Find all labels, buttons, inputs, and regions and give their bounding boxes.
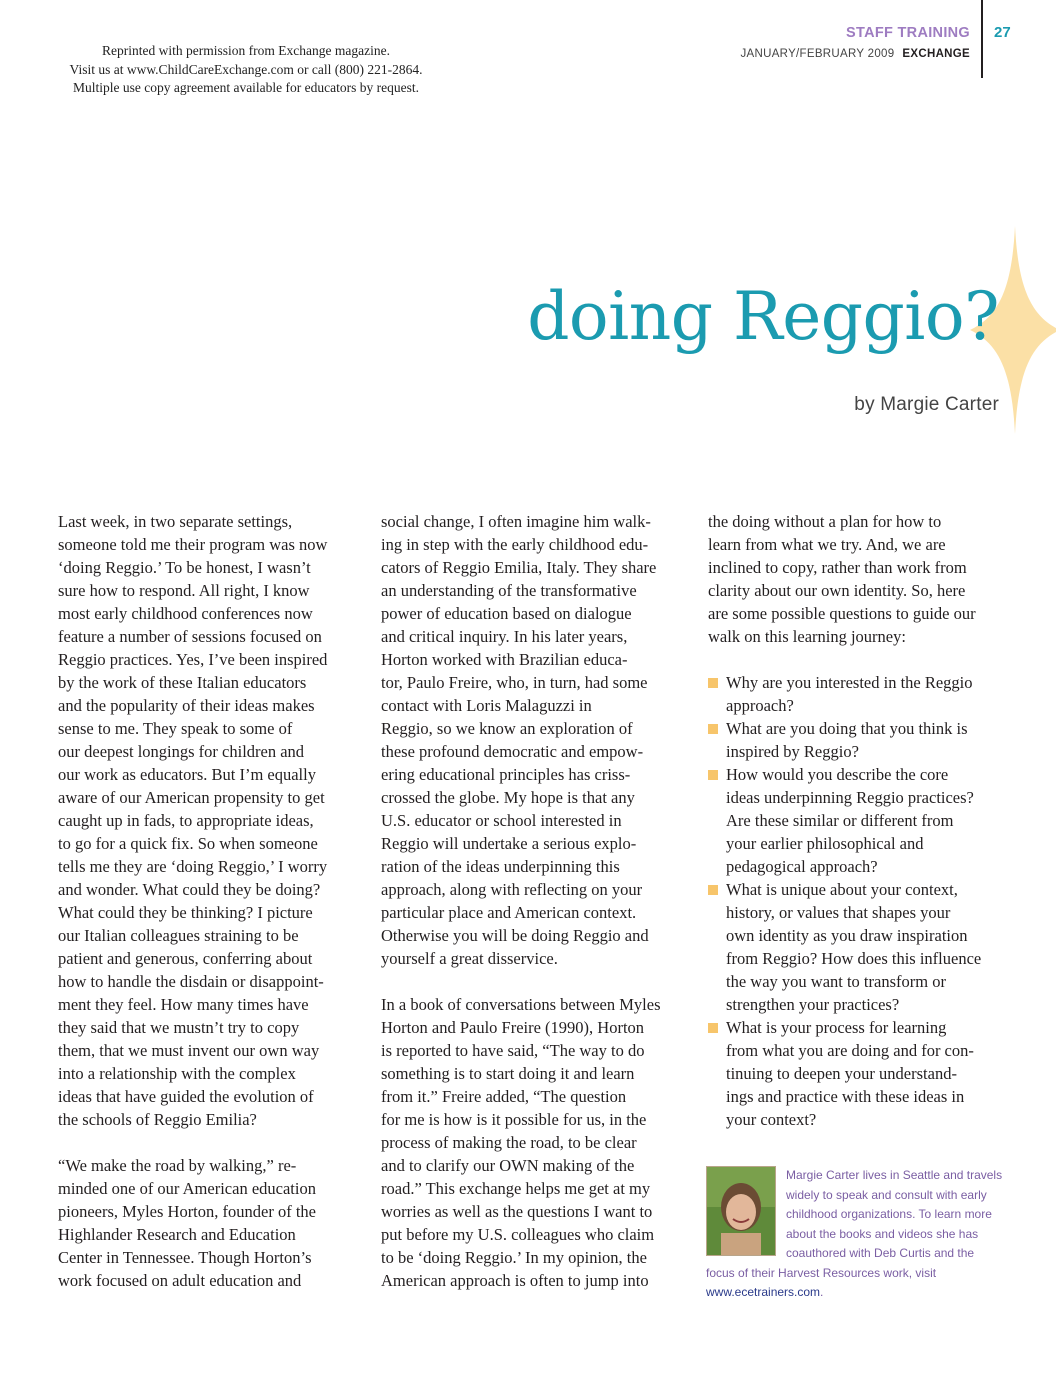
text-line: childhood organizations. To learn more bbox=[786, 1207, 992, 1221]
page-number: 27 bbox=[994, 24, 1011, 41]
text-line: cators of Reggio Emilia, Italy. They share bbox=[381, 558, 657, 577]
text-line: the way you want to transform or bbox=[726, 972, 946, 991]
magazine-name: EXCHANGE bbox=[902, 48, 970, 60]
text-line: U.S. educator or school interested in bbox=[381, 811, 622, 830]
text-line: yourself a great disservice. bbox=[381, 949, 558, 968]
text-line: tells me they are ‘doing Reggio,’ I worry bbox=[58, 857, 328, 876]
question-item bbox=[708, 671, 1008, 717]
bio-link-suffix: . bbox=[820, 1285, 824, 1299]
text-line: Horton worked with Brazilian educa- bbox=[381, 650, 628, 669]
text-line: to go for a quick fix. So when someone bbox=[58, 834, 318, 853]
paragraph bbox=[58, 1154, 358, 1292]
text-line: Otherwise you will be doing Reggio and bbox=[381, 926, 649, 945]
text-line: coauthored with Deb Curtis and the bbox=[786, 1246, 975, 1260]
issue-line bbox=[740, 48, 970, 60]
square-bullet-icon bbox=[708, 1023, 718, 1033]
bio-link[interactable]: www.ecetrainers.com bbox=[706, 1285, 821, 1299]
question-item bbox=[708, 763, 1008, 878]
text-line: aware of our American propensity to get bbox=[58, 788, 325, 807]
running-header bbox=[740, 24, 970, 60]
text-line: they said that we mustn’t try to copy bbox=[58, 1018, 300, 1037]
text-line: feature a number of sessions focused on bbox=[58, 627, 322, 646]
text-line: tor, Paulo Freire, who, in turn, had some bbox=[381, 673, 648, 692]
text-line: walk on this learning journey: bbox=[708, 627, 906, 646]
text-line: “We make the road by walking,” re- bbox=[58, 1156, 297, 1175]
text-line: caught up in fads, to appropriate ideas, bbox=[58, 811, 314, 830]
text-line: What is your process for learning bbox=[726, 1018, 947, 1037]
text-line: Highlander Research and Education bbox=[58, 1225, 296, 1244]
text-line: an understanding of the transformative bbox=[381, 581, 637, 600]
text-line: something is to start doing it and learn bbox=[381, 1064, 635, 1083]
section-label: STAFF TRAINING bbox=[846, 25, 970, 41]
text-line: Reggio will undertake a serious explo- bbox=[381, 834, 637, 853]
text-line: ment they feel. How many times have bbox=[58, 995, 309, 1014]
article-title: doing Reggio? bbox=[527, 278, 999, 355]
text-line: particular place and American context. bbox=[381, 903, 637, 922]
column-3 bbox=[708, 510, 1008, 1131]
text-line: strengthen your practices? bbox=[726, 995, 900, 1014]
text-line: worries as well as the questions I want to bbox=[381, 1202, 653, 1221]
text-line: pioneers, Myles Horton, founder of the bbox=[58, 1202, 316, 1221]
paragraph bbox=[381, 993, 681, 1292]
author-bio bbox=[706, 1166, 1006, 1303]
text-line: to be ‘doing Reggio.’ In my opinion, the bbox=[381, 1248, 647, 1267]
reprint-notice bbox=[40, 42, 452, 98]
text-line: Horton and Paulo Freire (1990), Horton bbox=[381, 1018, 645, 1037]
text-line: put before my U.S. colleagues who claim bbox=[381, 1225, 655, 1244]
text-line: In a book of conversations between Myles bbox=[381, 995, 661, 1014]
square-bullet-icon bbox=[708, 885, 718, 895]
text-line: crossed the globe. My hope is that any bbox=[381, 788, 635, 807]
text-line: our work as educators. But I’m equally bbox=[58, 765, 316, 784]
text-line: from Reggio? How does this influence bbox=[726, 949, 982, 968]
text-line: ideas underpinning Reggio practices? bbox=[726, 788, 974, 807]
text-line: approach? bbox=[726, 696, 794, 715]
square-bullet-icon bbox=[708, 770, 718, 780]
text-line: tinuing to deepen your understand- bbox=[726, 1064, 957, 1083]
text-line: Why are you interested in the Reggio bbox=[726, 673, 973, 692]
text-line: How would you describe the core bbox=[726, 765, 949, 784]
square-bullet-icon bbox=[708, 724, 718, 734]
text-line: ering educational principles has criss- bbox=[381, 765, 631, 784]
text-line: by the work of these Italian educators bbox=[58, 673, 307, 692]
text-line: your context? bbox=[726, 1110, 817, 1129]
author-photo bbox=[706, 1166, 776, 1256]
paragraph bbox=[381, 510, 681, 970]
text-line: minded one of our American education bbox=[58, 1179, 316, 1198]
text-line: approach, along with reflecting on your bbox=[381, 880, 643, 899]
text-line: patient and generous, conferring about bbox=[58, 949, 313, 968]
text-line: ration of the ideas underpinning this bbox=[381, 857, 620, 876]
paragraph bbox=[58, 510, 358, 1131]
reprint-line: Multiple use copy agreement available for educators by request. bbox=[73, 80, 419, 95]
text-line: What could they be thinking? I picture bbox=[58, 903, 313, 922]
text-line: most early childhood conferences now bbox=[58, 604, 313, 623]
text-line: into a relationship with the complex bbox=[58, 1064, 296, 1083]
text-line: work focused on adult education and bbox=[58, 1271, 302, 1290]
question-item bbox=[708, 717, 1008, 763]
text-line: clarity about our own identity. So, here bbox=[708, 581, 966, 600]
text-line: for me is how is it possible for us, in the bbox=[381, 1110, 647, 1129]
square-bullet-icon bbox=[708, 678, 718, 688]
text-line: inclined to copy, rather than work from bbox=[708, 558, 967, 577]
text-line: sure how to respond. All right, I know bbox=[58, 581, 310, 600]
text-line: widely to speak and consult with early bbox=[786, 1187, 987, 1202]
text-line: the doing without a plan for how to bbox=[708, 512, 942, 531]
text-line: contact with Loris Malaguzzi in bbox=[381, 696, 592, 715]
header-divider bbox=[981, 0, 983, 78]
text-line: history, or values that shapes your bbox=[726, 903, 951, 922]
text-line: road.” This exchange helps me get at my bbox=[381, 1179, 651, 1198]
text-line: Reggio, so we know an exploration of bbox=[381, 719, 633, 738]
question-list bbox=[708, 671, 1008, 1131]
text-line: and the popularity of their ideas makes bbox=[58, 696, 315, 715]
text-line: and critical inquiry. In his later years, bbox=[381, 627, 628, 646]
text-line: Center in Tennessee. Though Horton’s bbox=[58, 1248, 312, 1267]
text-line: ‘doing Reggio.’ To be honest, I wasn’t bbox=[58, 558, 311, 577]
text-line: our Italian colleagues straining to be bbox=[58, 926, 299, 945]
text-line: from what you are doing and for con- bbox=[726, 1041, 974, 1060]
text-line: inspired by Reggio? bbox=[726, 742, 859, 761]
text-line: process of making the road, to be clear bbox=[381, 1133, 637, 1152]
text-line: ing in step with the early childhood edu- bbox=[381, 535, 649, 554]
text-line: What are you doing that you think is bbox=[726, 719, 968, 738]
text-line: your earlier philosophical and bbox=[726, 834, 924, 853]
text-line: and to clarify our OWN making of the bbox=[381, 1156, 635, 1175]
text-line: ings and practice with these ideas in bbox=[726, 1087, 965, 1106]
paragraph bbox=[708, 510, 1008, 648]
byline: by Margie Carter bbox=[854, 394, 999, 415]
text-line: about the books and videos she has bbox=[786, 1226, 979, 1241]
reprint-line: Visit us at www.ChildCareExchange.com or call (800) 221-2864. bbox=[69, 61, 423, 77]
text-line: from it.” Freire added, “The question bbox=[381, 1087, 627, 1106]
text-line: Last week, in two separate settings, bbox=[58, 512, 293, 531]
text-line: the schools of Reggio Emilia? bbox=[58, 1110, 257, 1129]
text-line: power of education based on dialogue bbox=[381, 604, 632, 623]
text-line: focus of their Harvest Resources work, visit bbox=[706, 1265, 937, 1280]
text-line: Margie Carter lives in Seattle and travels bbox=[786, 1168, 1003, 1182]
text-line: sense to me. They speak to some of bbox=[58, 719, 293, 738]
text-line: ideas that have guided the evolution of bbox=[58, 1087, 314, 1106]
question-item bbox=[708, 878, 1008, 1016]
column-1 bbox=[58, 510, 358, 1292]
text-line: how to handle the disdain or disappoint- bbox=[58, 972, 324, 991]
text-line: pedagogical approach? bbox=[726, 857, 878, 876]
text-line: someone told me their program was now bbox=[58, 535, 328, 554]
text-line: social change, I often imagine him walk- bbox=[381, 512, 651, 531]
text-line: these profound democratic and empow- bbox=[381, 742, 644, 761]
issue-date: JANUARY/FEBRUARY 2009 bbox=[740, 48, 895, 60]
text-line: Are these similar or different from bbox=[726, 811, 954, 830]
text-line: and wonder. What could they be doing? bbox=[58, 880, 321, 899]
column-2 bbox=[381, 510, 681, 1292]
text-line: is reported to have said, “The way to do bbox=[381, 1041, 645, 1060]
text-line: our deepest longings for children and bbox=[58, 742, 305, 761]
text-line: What is unique about your context, bbox=[726, 880, 958, 899]
text-line: Reggio practices. Yes, I’ve been inspired bbox=[58, 650, 328, 669]
text-line: American approach is often to jump into bbox=[381, 1271, 649, 1290]
text-line: them, that we must invent our own way bbox=[58, 1041, 320, 1060]
text-line: learn from what we try. And, we are bbox=[708, 535, 946, 554]
reprint-line: Reprinted with permission from Exchange magazine. bbox=[102, 43, 390, 58]
text-line: own identity as you draw inspiration bbox=[726, 926, 968, 945]
question-item bbox=[708, 1016, 1008, 1131]
text-line: are some possible questions to guide our bbox=[708, 604, 976, 623]
